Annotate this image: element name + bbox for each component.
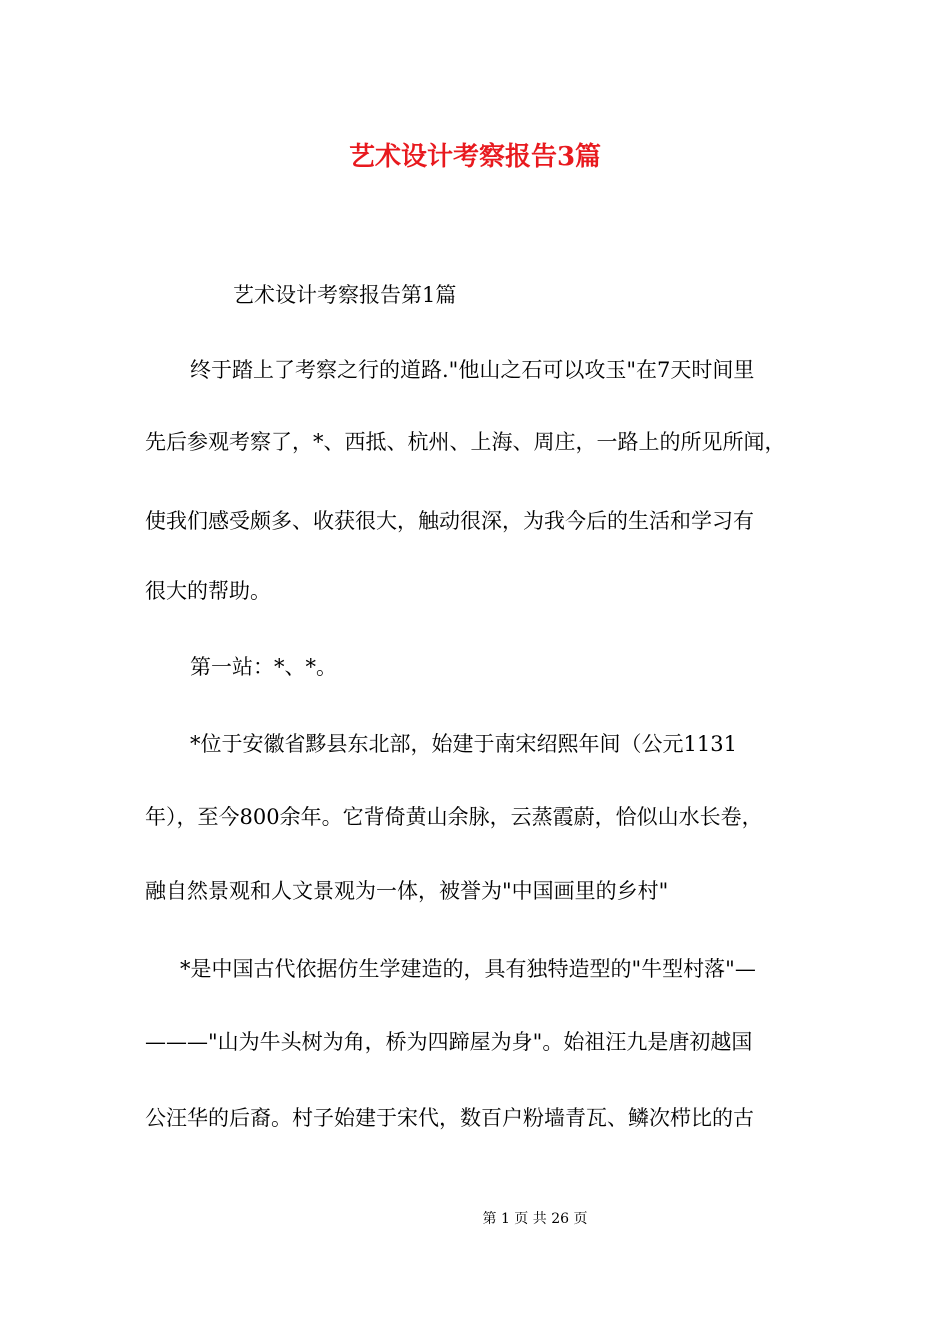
paragraph-line: 终于踏上了考察之行的道路."他山之石可以攻玉"在7天时间里 (190, 358, 755, 382)
paragraph-line: ———"山为牛头树为角，桥为四蹄屋为身"。始祖汪九是唐初越国 (145, 1030, 753, 1054)
document-title: 艺术设计考察报告3篇 (348, 142, 602, 172)
paragraph-line: 第一站：*、*。 (190, 655, 337, 679)
page-footer: 第 1 页 共 26 页 (482, 1211, 588, 1227)
paragraph-line: 年），至今800余年。它背倚黄山余脉，云蒸霞蔚，恰似山水长卷， (145, 805, 763, 829)
section-heading: 艺术设计考察报告第1篇 (233, 283, 457, 307)
paragraph-line: *位于安徽省黟县东北部，始建于南宋绍熙年间（公元1131 (190, 732, 737, 756)
paragraph-line: 使我们感受颇多、收获很大，触动很深，为我今后的生活和学习有 (145, 509, 754, 533)
paragraph-line: 很大的帮助。 (145, 579, 271, 603)
paragraph-line: 公汪华的后裔。村子始建于宋代，数百户粉墙青瓦、鳞次栉比的古 (145, 1106, 754, 1130)
paragraph-line: *是中国古代依据仿生学建造的，具有独特造型的"牛型村落"— (180, 957, 756, 981)
paragraph-line: 先后参观考察了，*、西抵、杭州、上海、周庄，一路上的所见所闻， (145, 430, 786, 454)
paragraph-line: 融自然景观和人文景观为一体，被誉为"中国画里的乡村" (145, 879, 669, 903)
